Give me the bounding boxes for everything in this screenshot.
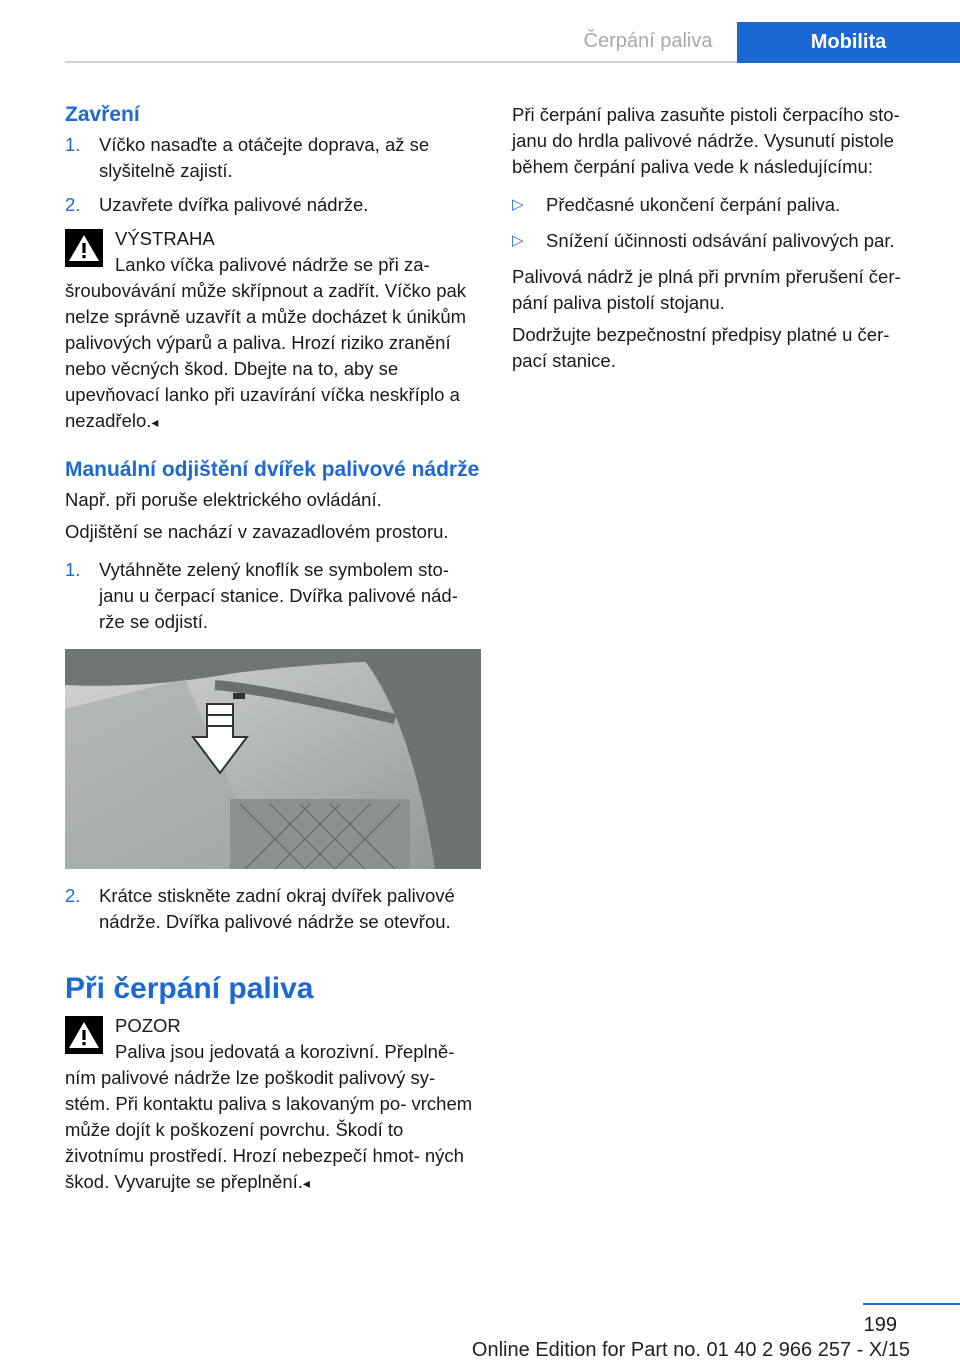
right-column <box>512 102 928 380</box>
closing-steps <box>65 132 481 218</box>
header-section-title: Čerpání paliva <box>583 30 713 52</box>
end-mark: ◂ <box>302 1175 310 1191</box>
step-number: 2. <box>65 885 81 906</box>
warning-label: VÝSTRAHA <box>115 228 215 249</box>
warning-triangle-icon <box>65 229 103 267</box>
header-chapter-tab: Mobilita <box>737 22 960 63</box>
tank-full-para: Palivová nádrž je plná při prvním přerušení čer- pání paliva pistolí stojanu. <box>512 266 901 313</box>
step-number: 1. <box>65 559 81 580</box>
manual-release-para: Odjištění se nachází v zavazadlovém prostoru. <box>65 521 449 542</box>
refuel-intro: Při čerpání paliva zasuňte pistoli čerpacího sto- janu do hrdla palivové nádrže. Vysunutí pistole během čerpání paliva vede k následujícímu: <box>512 104 900 177</box>
trunk-release-photo <box>65 649 481 869</box>
warning-text: Lanko víčka palivové nádrže se při za- šroubovávání může skřípnout a zadřít. Víčko pak nelze správně uzavřít a může docházet k únikům palivových výparů a paliva. Hrozí riziko zranění nebo věcných škod. Dbejte na to, aby se upevňovací lanko při uzavírání víčka neskříplo a nezadřelo. <box>65 254 467 431</box>
bullet-text: Snížení účinnosti odsávání palivových par. <box>546 230 895 251</box>
warning-triangle-icon <box>65 1016 103 1054</box>
list-item <box>512 192 928 218</box>
step-number: 2. <box>65 194 81 215</box>
refuel-heading: Při čerpání paliva <box>65 972 314 1005</box>
manual-release-heading: Manuální odjištění dvířek palivové nádrže <box>65 458 480 481</box>
step-text: Vytáhněte zelený knoflík se symbolem sto- janu u čerpací stanice. Dvířka palivové nád- rže se odjistí. <box>99 559 458 632</box>
bullet-text: Předčasné ukončení čerpání paliva. <box>546 194 841 215</box>
list-item <box>512 228 928 254</box>
caution-block <box>65 1013 481 1196</box>
list-item <box>65 557 481 635</box>
closing-heading: Zavření <box>65 103 140 126</box>
footer-rule <box>863 1303 960 1305</box>
caution-label: POZOR <box>115 1015 181 1036</box>
step-text: Víčko nasaďte a otáčejte doprava, až se slyšitelně zajistí. <box>99 134 430 181</box>
warning-block <box>65 226 481 435</box>
edition-note: Online Edition for Part no. 01 40 2 966 257 - X/15 <box>471 1339 910 1361</box>
manual-release-para: Např. při poruše elektrického ovládání. <box>65 489 382 510</box>
step-text: Uzavřete dvířka palivové nádrže. <box>99 194 369 215</box>
step-text: Krátce stiskněte zadní okraj dvířek palivové nádrže. Dvířka palivové nádrže se otevřou. <box>99 885 455 932</box>
list-item <box>65 883 481 935</box>
bullet-triangle-icon: ▷ <box>512 196 524 213</box>
safety-para: Dodržujte bezpečnostní předpisy platné u čer- pací stanice. <box>512 324 890 371</box>
end-mark: ◂ <box>151 414 159 430</box>
left-column <box>65 102 481 1202</box>
bullet-triangle-icon: ▷ <box>512 232 524 249</box>
caution-text: Paliva jsou jedovatá a korozivní. Přeplně- ním palivové nádrže lze poškodit palivový sy- stém. Při kontaktu paliva s lakovaným po- vrchem může dojít k poškození povrchu. Škodí to životnímu prostředí. Hrozí nebezpečí hmot- ných škod. Vyvarujte se přeplnění. <box>65 1041 473 1192</box>
page-number: 199 <box>863 1314 897 1336</box>
list-item <box>65 132 481 184</box>
list-item <box>65 192 481 218</box>
step-number: 1. <box>65 134 81 155</box>
